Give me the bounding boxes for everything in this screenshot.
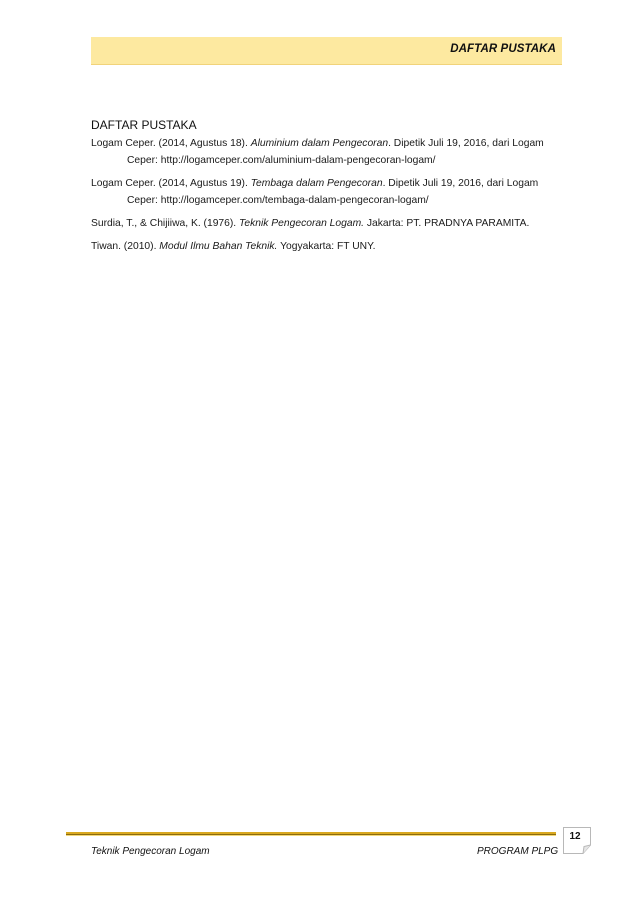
reference-item: [91, 175, 566, 209]
reference-title: Modul Ilmu Bahan Teknik.: [159, 241, 278, 252]
reference-suffix: . Dipetik Juli 19, 2016, dari Logam Ceper: http://logamceper.com/tembaga-dalam-pengecoran-logam/: [127, 178, 539, 206]
reference-prefix: Logam Ceper. (2014, Agustus 19).: [91, 178, 251, 189]
reference-title: Teknik Pengecoran Logam.: [239, 218, 365, 229]
reference-item: [91, 215, 566, 232]
reference-suffix: Jakarta: PT. PRADNYA PARAMITA.: [364, 218, 530, 229]
reference-suffix: . Dipetik Juli 19, 2016, dari Logam Ceper: http://logamceper.com/aluminium-dalam-pengecoran-logam/: [127, 138, 544, 166]
reference-title: Aluminium dalam Pengecoran: [250, 138, 389, 149]
reference-item: [91, 238, 566, 255]
reference-suffix: Yogyakarta: FT UNY.: [277, 241, 376, 252]
header-title: DAFTAR PUSTAKA: [450, 43, 556, 55]
references-section: [91, 118, 566, 261]
page-header: [91, 37, 562, 65]
footer-divider: [66, 832, 556, 836]
page-number: 12: [569, 831, 581, 842]
footer-program-name: PROGRAM PLPG: [477, 846, 559, 857]
reference-prefix: Logam Ceper. (2014, Agustus 18).: [91, 138, 251, 149]
reference-item: [91, 135, 566, 169]
section-title: DAFTAR PUSTAKA: [91, 118, 197, 132]
footer-course-title: Teknik Pengecoran Logam: [91, 846, 210, 857]
reference-title: Tembaga dalam Pengecoran: [250, 178, 383, 189]
page-number-box: [563, 827, 591, 854]
reference-prefix: Surdia, T., & Chijiiwa, K. (1976).: [91, 218, 240, 229]
reference-prefix: Tiwan. (2010).: [91, 241, 160, 252]
